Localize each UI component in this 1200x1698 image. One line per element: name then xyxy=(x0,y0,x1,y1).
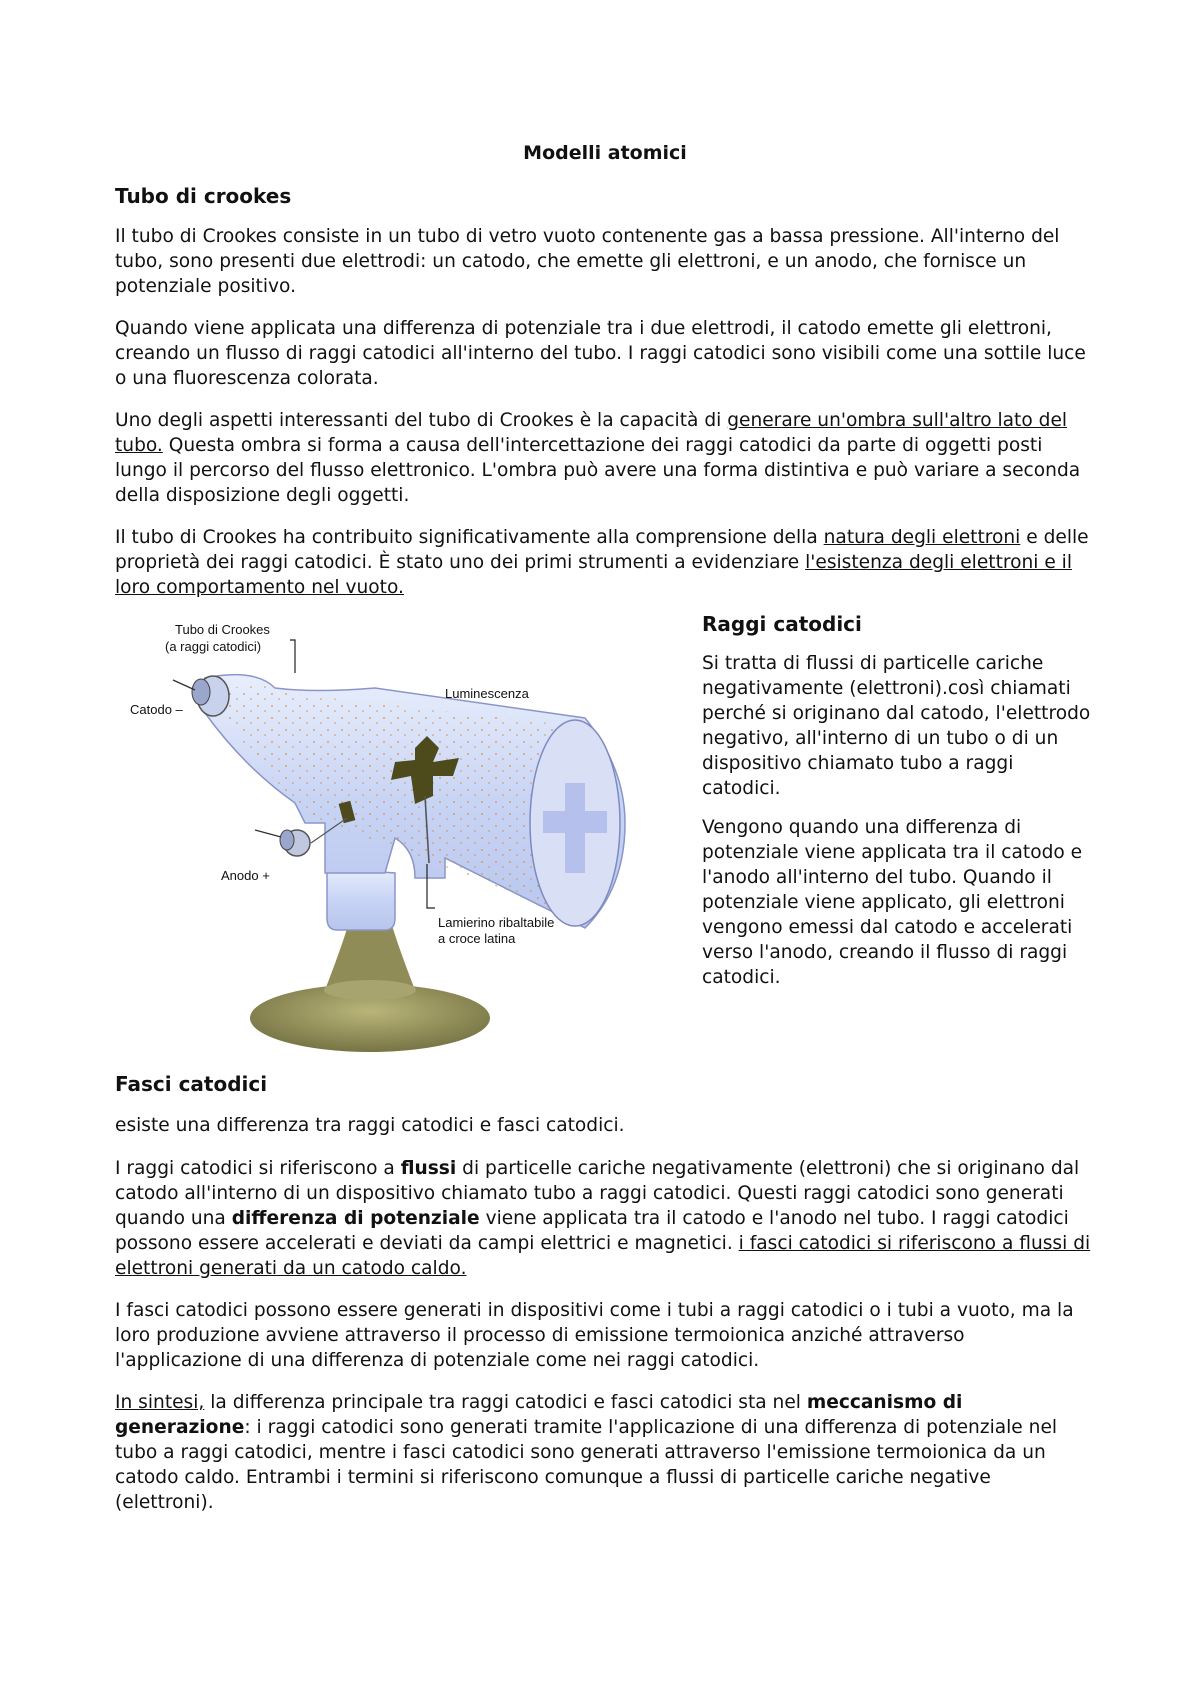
paragraph-tubo-2: Quando viene applicata una differenza di potenziale tra i due elettrodi, il catodo emette gli elettroni, creando un flusso di raggi catodici all'interno del tubo. I raggi catodici sono visibili come una sottile luce o una fluorescenza colorata. xyxy=(115,318,1086,389)
text-segment: la differenza principale tra raggi catodici e fasci catodici sta nel xyxy=(204,1392,807,1413)
heading-raggi-catodici: Raggi catodici xyxy=(702,612,862,636)
text-segment: Il tubo di Crookes ha contribuito significativamente alla comprensione della xyxy=(115,527,824,548)
label-catodo: Catodo – xyxy=(130,702,183,717)
heading-tubo-crookes: Tubo di crookes xyxy=(115,184,292,208)
label-luminescenza: Luminescenza xyxy=(445,686,529,701)
text-segment: : i raggi catodici sono generati tramite l'applicazione di una differenza di potenziale nel tubo a raggi catodici, mentre i fasci catodici sono generati attraverso l'emissione termoionica da un catodo caldo. Entrambi i termini si riferiscono comunque a flussi di particelle cariche negative (elettroni). xyxy=(115,1417,1058,1513)
anode-wire xyxy=(255,830,281,837)
callout-tube xyxy=(290,640,295,673)
bold-text: differenza di potenziale xyxy=(231,1208,480,1229)
underlined-text: i fasci catodici si riferiscono a flussi di elettroni generati da un catodo caldo. xyxy=(115,1233,1091,1279)
text-segment: viene applicata tra il catodo e l'anodo nel tubo. I raggi catodici possono essere accelerati e deviati da campi elettrici e magnetici. xyxy=(115,1208,1069,1254)
crookes-tube-figure xyxy=(115,618,675,1058)
paragraph-fasci-4 xyxy=(115,1390,1095,1515)
label-tube-sub: (a raggi catodici) xyxy=(165,639,262,654)
underlined-text: In sintesi, xyxy=(115,1392,205,1413)
underlined-text: natura degli elettroni xyxy=(823,527,1021,548)
underlined-text: l'esistenza degli elettroni e il loro comportamento nel vuoto. xyxy=(115,552,1073,598)
label-tube: Tubo di Crookes xyxy=(175,622,270,637)
label-anodo: Anodo + xyxy=(221,868,270,883)
text-segment: e delle proprietà dei raggi catodici. È stato uno dei primi strumenti a evidenziare xyxy=(115,527,1089,573)
text-segment: I raggi catodici si riferiscono a xyxy=(115,1158,401,1179)
text-segment: Uno degli aspetti interessanti del tubo di Crookes è la capacità di xyxy=(115,410,728,431)
anode-cap xyxy=(280,830,294,850)
paragraph-raggi-1: Si tratta di flussi di particelle cariche negativamente (elettroni).così chiamati perché si originano dal catodo, l'elettrodo negativo, all'interno di un tubo o di un dispositivo chiamato tubo a raggi catodici. xyxy=(702,653,1091,799)
bold-text: flussi xyxy=(400,1158,457,1179)
bold-text: meccanismo di generazione xyxy=(115,1392,963,1438)
paragraph-fasci-2 xyxy=(115,1156,1095,1281)
stand-top xyxy=(324,980,416,1000)
glass-stem xyxy=(327,868,395,930)
label-lamierino-1: Lamierino ribaltabile xyxy=(438,915,555,930)
page-title: Modelli atomici xyxy=(523,142,687,164)
raggi-catodici-column xyxy=(702,612,1097,990)
cathode-wire xyxy=(173,680,195,690)
paragraph-fasci-1: esiste una differenza tra raggi catodici e fasci catodici. xyxy=(115,1115,625,1136)
text-segment: di particelle cariche negativamente (elettroni) che si originano dal catodo all'interno di un dispositivo chiamato tubo a raggi catodici. Questi raggi catodici sono generati quando una xyxy=(115,1158,1080,1229)
text-segment: Questa ombra si forma a causa dell'intercettazione dei raggi catodici da parte di oggetti posti lungo il percorso del flusso elettronico. L'ombra può avere una forma distintiva e può variare a seconda della disposizione degli oggetti. xyxy=(115,435,1081,506)
paragraph-raggi-2: Vengono quando una differenza di potenziale viene applicata tra il catodo e l'anodo all'interno del tubo. Quando il potenziale viene applicato, gli elettroni vengono emessi dal catodo e accelerati verso l'anodo, creando il flusso di raggi catodici. xyxy=(702,817,1083,988)
paragraph-tubo-3 xyxy=(115,408,1095,508)
paragraph-tubo-4 xyxy=(115,525,1095,600)
underlined-text: generare un'ombra sull'altro lato del tubo. xyxy=(115,410,1068,456)
cathode-cap xyxy=(192,679,210,705)
label-lamierino-2: a croce latina xyxy=(438,931,516,946)
heading-fasci-catodici: Fasci catodici xyxy=(115,1072,268,1096)
paragraph-tubo-1: Il tubo di Crookes consiste in un tubo di vetro vuoto contenente gas a bassa pressione. All'interno del tubo, sono presenti due elettrodi: un catodo, che emette gli elettroni, e un anodo, che fornisce un potenziale positivo. xyxy=(115,226,1060,297)
paragraph-fasci-3: I fasci catodici possono essere generati in dispositivi come i tubi a raggi catodici o i tubi a vuoto, ma la loro produzione avviene attraverso il processo di emissione termoionica anziché attraverso l'applicazione di una differenza di potenziale come nei raggi catodici. xyxy=(115,1300,1074,1371)
